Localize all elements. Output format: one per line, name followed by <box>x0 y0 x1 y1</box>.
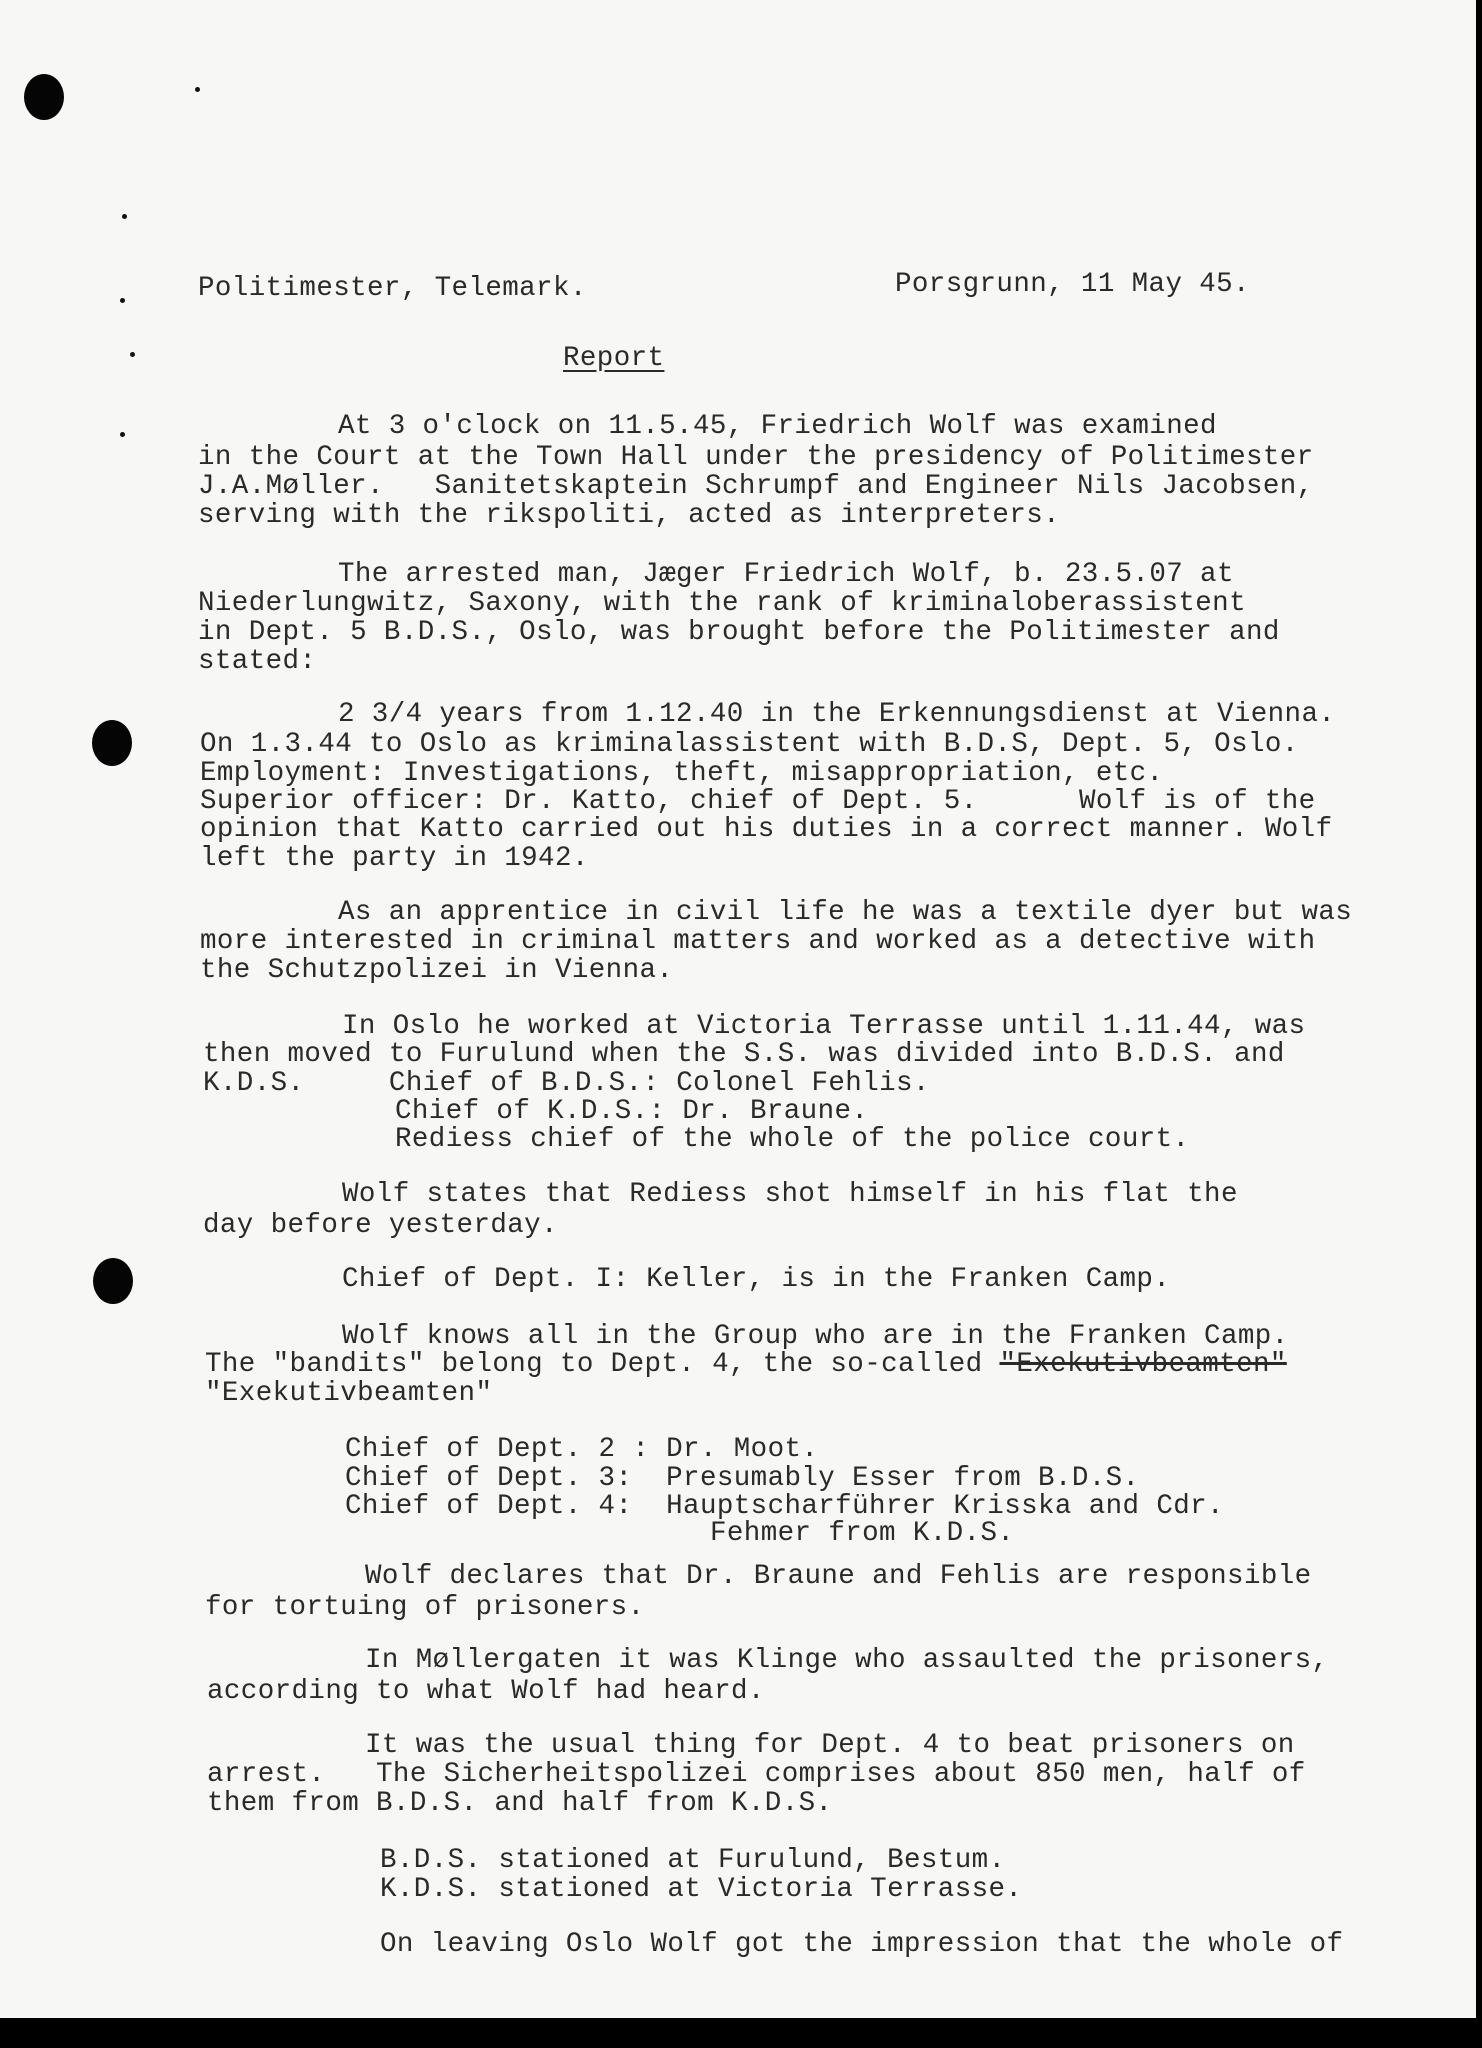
speck <box>130 352 135 357</box>
paragraph-line: Rediess chief of the whole of the police court. <box>395 1124 1190 1155</box>
paragraph-line: Chief of K.D.S.: Dr. Braune. <box>395 1096 869 1127</box>
paragraph-line: Wolf knows all in the Group who are in the Franken Camp. <box>342 1321 1289 1352</box>
paragraph-line: then moved to Furulund when the S.S. was divided into B.D.S. and <box>203 1039 1285 1070</box>
paragraph-line: according to what Wolf had heard. <box>207 1676 765 1707</box>
paragraph-line: day before yesterday. <box>203 1210 558 1241</box>
place-date: Porsgrunn, 11 May 45. <box>895 269 1250 300</box>
chief-entry: Chief of Dept. 4: Hauptscharführer Krisska and Cdr. <box>345 1491 1224 1522</box>
paragraph-line: the Schutzpolizei in Vienna. <box>200 955 674 986</box>
paragraph-line: Wolf states that Rediess shot himself in his flat the <box>342 1179 1238 1210</box>
chief-entry: Chief of Dept. 2 : Dr. Moot. <box>345 1434 819 1465</box>
paragraph-line: Employment: Investigations, theft, misappropriation, etc. <box>200 758 1164 789</box>
paragraph-line: On leaving Oslo Wolf got the impression that the whole of <box>380 1929 1344 1960</box>
paragraph-line: K.D.S. Chief of B.D.S.: Colonel Fehlis. <box>203 1068 930 1099</box>
speck <box>122 214 127 219</box>
paragraph-line: J.A.Møller. Sanitetskaptein Schrumpf and Engineer Nils Jacobsen, <box>198 471 1314 502</box>
paragraph-line: At 3 o'clock on 11.5.45, Friedrich Wolf was examined <box>338 411 1217 442</box>
paragraph-line: arrest. The Sicherheitspolizei comprises about 850 men, half of <box>207 1759 1306 1790</box>
paragraph-line: Superior officer: Dr. Katto, chief of Dept. 5. Wolf is of the <box>200 786 1316 817</box>
line-text: The "bandits" belong to Dept. 4, the so-called <box>205 1349 1000 1380</box>
paragraph-line: in the Court at the Town Hall under the presidency of Politimester <box>198 442 1314 473</box>
paragraph-line: left the party in 1942. <box>200 843 589 874</box>
sender: Politimester, Telemark. <box>198 273 587 304</box>
paragraph-line: The arrested man, Jæger Friedrich Wolf, b. 23.5.07 at <box>338 559 1234 590</box>
paragraph-line: On 1.3.44 to Oslo as kriminalassistent with B.D.S, Dept. 5, Oslo. <box>200 729 1299 760</box>
paragraph-line: Wolf declares that Dr. Braune and Fehlis are responsible <box>365 1561 1312 1592</box>
paragraph-line: serving with the rikspoliti, acted as interpreters. <box>198 500 1061 531</box>
paragraph-line: "Exekutivbeamten" <box>205 1378 493 1409</box>
speck <box>120 432 125 437</box>
chief-entry: Fehmer from K.D.S. <box>710 1518 1015 1549</box>
paragraph-line: 2 3/4 years from 1.12.40 in the Erkennungsdienst at Vienna. <box>338 699 1336 730</box>
paragraph-line: opinion that Katto carried out his duties in a correct manner. Wolf <box>200 814 1333 845</box>
paragraph-line-with-strikeout <box>205 1350 1287 1380</box>
paragraph-line: As an apprentice in civil life he was a textile dyer but was <box>338 897 1353 928</box>
station-entry: K.D.S. stationed at Victoria Terrasse. <box>380 1874 1023 1905</box>
speck <box>195 87 200 92</box>
paragraph-line: In Møllergaten it was Klinge who assaulted the prisoners, <box>365 1645 1329 1676</box>
speck <box>120 298 125 303</box>
paragraph-line: for tortuing of prisoners. <box>205 1592 645 1623</box>
paragraph-line: stated: <box>198 646 317 677</box>
punch-hole-middle <box>92 720 132 766</box>
paragraph-line: in Dept. 5 B.D.S., Oslo, was brought before the Politimester and <box>198 617 1280 648</box>
paragraph-line: Niederlungwitz, Saxony, with the rank of kriminaloberassistent <box>198 588 1246 619</box>
chief-entry: Chief of Dept. 3: Presumably Esser from B.D.S. <box>345 1463 1140 1494</box>
punch-hole-top <box>24 74 64 120</box>
struck-word: "Exekutivbeamten" <box>999 1349 1287 1380</box>
paragraph-line: Chief of Dept. I: Keller, is in the Franken Camp. <box>342 1264 1171 1295</box>
paragraph-line: In Oslo he worked at Victoria Terrasse until 1.11.44, was <box>342 1011 1306 1042</box>
paragraph-line: more interested in criminal matters and worked as a detective with <box>200 926 1316 957</box>
paragraph-line: them from B.D.S. and half from K.D.S. <box>207 1788 833 1819</box>
paragraph-line: It was the usual thing for Dept. 4 to beat prisoners on <box>365 1730 1295 1761</box>
document-title: Report <box>563 343 665 374</box>
station-entry: B.D.S. stationed at Furulund, Bestum. <box>380 1845 1006 1876</box>
punch-hole-lower <box>93 1258 133 1304</box>
